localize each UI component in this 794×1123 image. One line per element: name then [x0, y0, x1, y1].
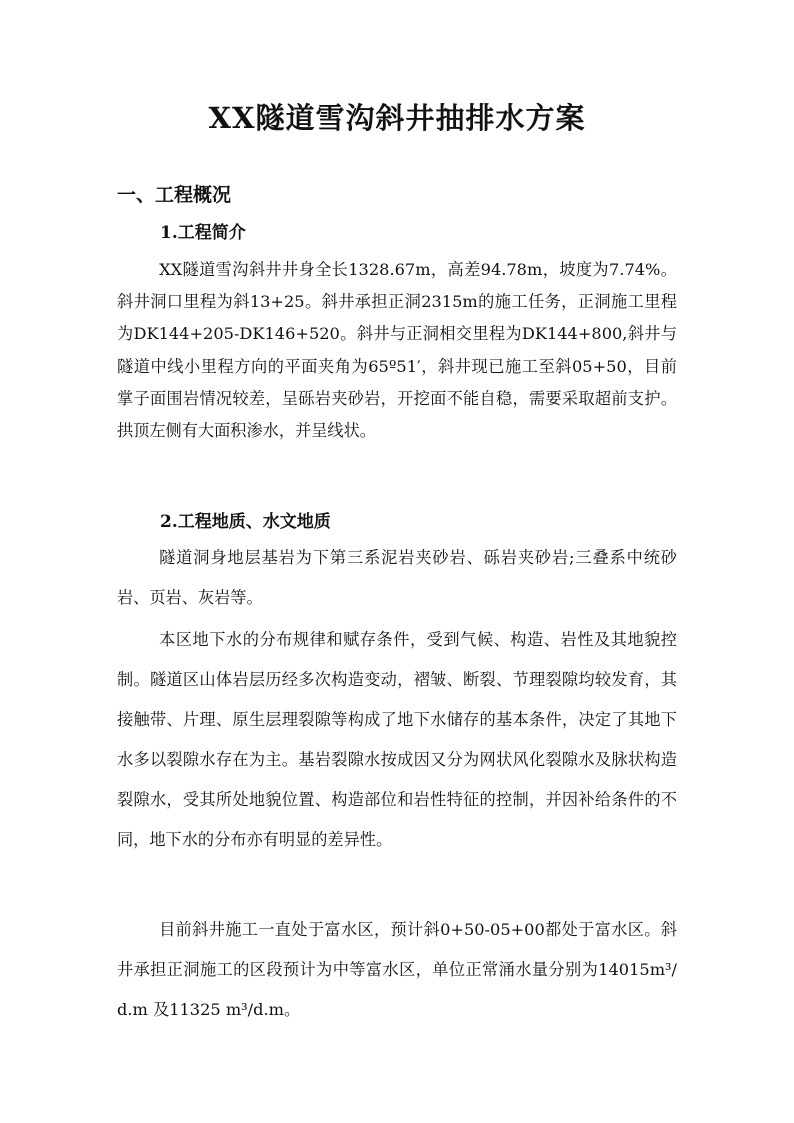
paragraph-strata: 隧道洞身地层基岩为下第三系泥岩夹砂岩、砾岩夹砂岩;三叠系中统砂岩、页岩、灰岩等。	[117, 548, 677, 607]
paragraph-water-inflow: 目前斜井施工一直处于富水区，预计斜0+50-05+00都处于富水区。斜井承担正洞施工的区段预计为中等富水区，单位正常涌水量分别为14015m³/d.m 及11325 m³/d.m。	[117, 920, 677, 1019]
section-heading-project-overview: 一、工程概况	[117, 184, 232, 206]
paragraph-groundwater: 本区地下水的分布规律和赋存条件，受到气候、构造、岩性及其地貌控制。隧道区山体岩层历经多次构造变动，褶皱、断裂、节理裂隙均较发育，其接触带、片理、原生层理裂隙等构成了地下水储存的基本条件，决定了其地下水多以裂隙水存在为主。基岩裂隙水按成因又分为网状风化裂隙水及脉状构造裂隙水，受其所处地貌位置、构造部位和岩性特征的控制，并因补给条件的不同，地下水的分布亦有明显的差异性。	[117, 630, 677, 849]
paragraph-project-intro: XX隧道雪沟斜井井身全长1328.67m，高差94.78m，坡度为7.74%。斜井洞口里程为斜13+25。斜井承担正洞2315m的施工任务，正洞施工里程为DK144+205-DK146+520。斜井与正洞相交里程为DK144+800,斜井与隧道中线小里程方向的平面夹角为65º51′，斜井现已施工至斜05+50，目前掌子面围岩情况较差，呈砾岩夹砂岩，开挖面不能自稳，需要采取超前支护。拱顶左侧有大面积渗水，并呈线状。	[117, 260, 677, 441]
document-title: XX隧道雪沟斜井抽排水方案	[208, 101, 586, 135]
subsection-heading-geology: 2.工程地质、水文地质	[160, 512, 331, 532]
subsection-heading-project-intro: 1.工程简介	[160, 223, 246, 243]
